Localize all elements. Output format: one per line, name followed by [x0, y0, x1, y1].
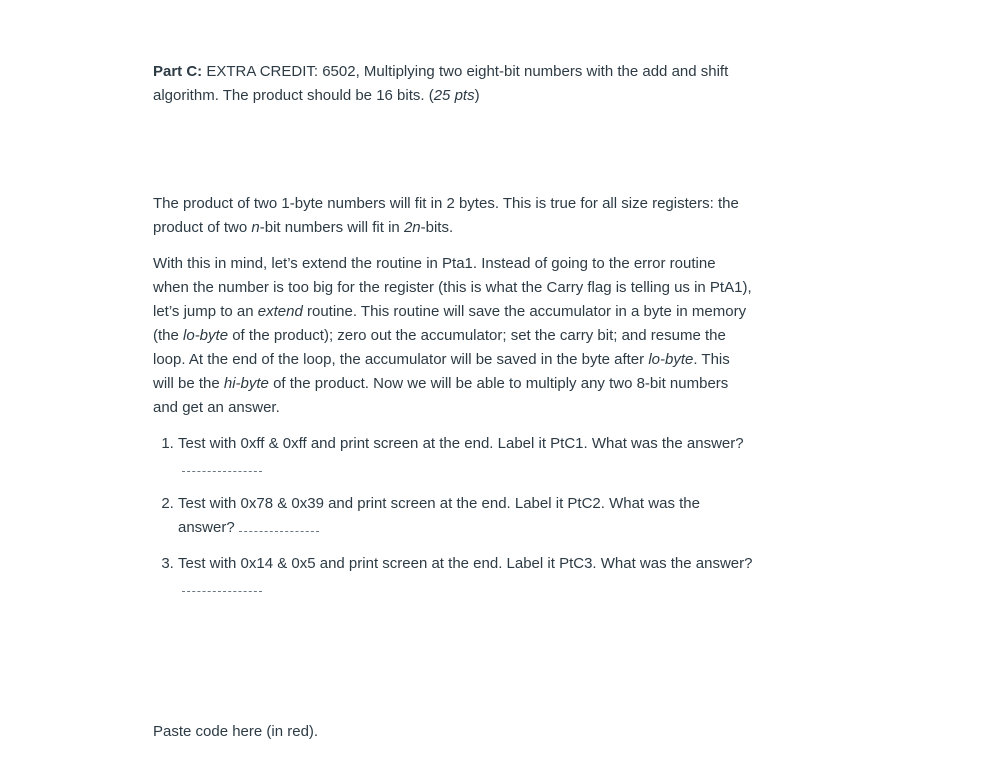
- list-item: [178, 492, 753, 540]
- part-c-points: 25 pts: [433, 87, 475, 104]
- answer-blank: [239, 518, 319, 532]
- hi-byte-term: hi-byte: [223, 375, 269, 392]
- text: of the product); zero out the accumulator; set the carry bit; and resume the loop. At the end of the loop, the accumulator will be saved in the byte after: [153, 327, 726, 368]
- part-c-title: EXTRA CREDIT: 6502, Multiplying two eight-bit numbers with the add and shift algorithm. The product should be 16 bits. (: [153, 63, 729, 104]
- extend-routine-paragraph: [153, 252, 753, 420]
- answer-blank: [182, 578, 262, 592]
- answer-blank: [182, 458, 262, 472]
- test-questions-list: [153, 432, 753, 600]
- text: . This will be the: [153, 351, 730, 392]
- part-c-label: Part C:: [153, 63, 203, 80]
- text: routine. This routine will save the accumulator in a byte in memory (the: [153, 303, 747, 344]
- question-text: Test with 0x14 & 0x5 and print screen at the end. Label it PtC3. What was the answer?: [178, 555, 753, 572]
- text: The product of two 1-byte numbers will fit in 2 bytes. This is true for all size registers: the product of two: [153, 195, 739, 236]
- text: With this in mind, let’s extend the routine in Pta1. Instead of going to the error routine when the number is too big for the register (this is what the Carry flag is telling us in PtA1), let’s jump to an: [153, 255, 752, 320]
- lo-byte-term: lo-byte: [648, 351, 694, 368]
- paste-code-note: Paste code here (in red).: [153, 723, 319, 740]
- list-item: [178, 552, 753, 600]
- text: -bit numbers will fit in: [259, 219, 404, 236]
- two-n-term: 2n: [403, 219, 421, 236]
- extend-term: extend: [257, 303, 303, 320]
- n-term: n: [251, 219, 260, 236]
- question-text: Test with 0x78 & 0x39 and print screen at the end. Label it PtC2. What was the answer?: [178, 495, 700, 536]
- part-c-close: ): [474, 87, 480, 104]
- text: of the product. Now we will be able to multiply any two 8-bit numbers and get an answer.: [153, 375, 729, 416]
- lo-byte-term: lo-byte: [183, 327, 229, 344]
- assignment-content: [153, 60, 753, 612]
- question-text: Test with 0xff & 0xff and print screen at the end. Label it PtC1. What was the answer?: [178, 435, 744, 452]
- product-size-paragraph: [153, 192, 753, 240]
- part-c-heading: [153, 60, 753, 108]
- list-item: [178, 432, 753, 480]
- text: -bits.: [420, 219, 454, 236]
